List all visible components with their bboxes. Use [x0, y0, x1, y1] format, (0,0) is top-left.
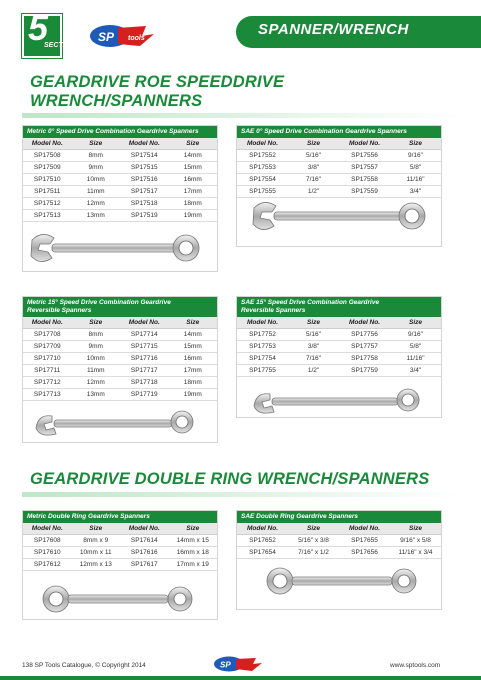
cell: 9mm	[72, 162, 121, 174]
table-row	[23, 174, 217, 186]
cell: 8mm	[72, 329, 121, 341]
cell: SP17515	[120, 162, 169, 174]
table-row	[23, 198, 217, 210]
spec-table-sae-0	[237, 138, 441, 198]
footer-website: www.sptools.com	[390, 662, 441, 669]
section-title-roe-line2: WRENCH/SPANNERS	[30, 92, 203, 110]
footer-sp-tools-logo	[212, 655, 268, 673]
col-model: Model No.	[120, 138, 169, 150]
cell: 9mm	[72, 341, 121, 353]
cell: 9/16" x 5/8	[390, 535, 441, 547]
cell: SP17756	[339, 329, 390, 341]
cell: SP17757	[339, 341, 390, 353]
cell: SP17513	[23, 210, 72, 222]
col-size: Size	[288, 138, 339, 150]
col-model: Model No.	[237, 523, 288, 535]
wrench-image-sae-double-ring	[262, 566, 422, 596]
cell: SP17559	[339, 186, 390, 198]
col-model: Model No.	[23, 317, 72, 329]
col-size: Size	[288, 523, 339, 535]
cell: SP17511	[23, 186, 72, 198]
cell: 3/8"	[288, 341, 339, 353]
cell: SP17654	[237, 547, 288, 559]
table-row	[237, 547, 441, 559]
table-row	[23, 329, 217, 341]
col-model: Model No.	[120, 523, 169, 535]
cell: SP17556	[339, 150, 390, 162]
cell: 8mm x 9	[72, 535, 121, 547]
cell: SP17759	[339, 365, 390, 377]
spec-table-metric-double-ring	[23, 523, 217, 571]
cell: SP17708	[23, 329, 72, 341]
cell: 3/8"	[288, 162, 339, 174]
table-row	[237, 174, 441, 186]
table-row	[237, 365, 441, 377]
table-row	[23, 150, 217, 162]
cell: SP17512	[23, 198, 72, 210]
cell: SP17555	[237, 186, 288, 198]
cell: SP17518	[120, 198, 169, 210]
cell: 12mm x 13	[72, 559, 121, 571]
col-size: Size	[390, 523, 441, 535]
col-model: Model No.	[339, 138, 390, 150]
cell: SP17758	[339, 353, 390, 365]
cell: 19mm	[169, 389, 218, 401]
cell: 5/16"	[288, 329, 339, 341]
table-row	[237, 353, 441, 365]
col-size: Size	[72, 317, 121, 329]
spec-table-metric-0	[23, 138, 217, 222]
spec-table-sae-15	[237, 317, 441, 377]
cell: SP17610	[23, 547, 72, 559]
section-divider	[22, 113, 462, 118]
cell: 11/16"	[390, 174, 441, 186]
cell: SP17754	[237, 353, 288, 365]
wrench-image-sae-15	[250, 386, 430, 414]
col-size: Size	[169, 138, 218, 150]
col-size: Size	[390, 317, 441, 329]
cell: 5/8"	[390, 341, 441, 353]
cell: 9/16"	[390, 329, 441, 341]
panel-title-line1: SAE 15° Speed Drive Combination Geardrive	[241, 299, 380, 306]
col-size: Size	[72, 138, 121, 150]
cell: 14mm	[169, 150, 218, 162]
cell: SP17510	[23, 174, 72, 186]
table-row	[23, 535, 217, 547]
cell: SP17717	[120, 365, 169, 377]
cell: SP17715	[120, 341, 169, 353]
table-row	[23, 162, 217, 174]
cell: 16mm	[169, 174, 218, 186]
cell: 5/16" x 3/8	[288, 535, 339, 547]
cell: 17mm	[169, 186, 218, 198]
section-number: 5	[28, 7, 49, 48]
cell: 18mm	[169, 198, 218, 210]
svg-text:SP: SP	[220, 660, 231, 670]
panel-title: SAE Double Ring Geardrive Spanners	[237, 511, 441, 523]
spec-table-sae-double-ring	[237, 523, 441, 559]
cell: 10mm	[72, 353, 121, 365]
section-label: SECTION	[44, 42, 76, 49]
cell: 3/4"	[390, 365, 441, 377]
cell: 14mm	[169, 329, 218, 341]
cell: SP17709	[23, 341, 72, 353]
cell: 17mm	[169, 365, 218, 377]
cell: SP17519	[120, 210, 169, 222]
page-category-title: SPANNER/WRENCH	[258, 21, 409, 38]
cell: 11mm	[72, 186, 121, 198]
cell: 12mm	[72, 198, 121, 210]
cell: SP17608	[23, 535, 72, 547]
cell: 11mm	[72, 365, 121, 377]
cell: SP17516	[120, 174, 169, 186]
col-model: Model No.	[23, 523, 72, 535]
cell: 12mm	[72, 377, 121, 389]
panel-title: Metric Double Ring Geardrive Spanners	[23, 511, 217, 523]
cell: 13mm	[72, 389, 121, 401]
cell: 10mm	[72, 174, 121, 186]
cell: SP17710	[23, 353, 72, 365]
cell: SP17614	[120, 535, 169, 547]
cell: 3/4"	[390, 186, 441, 198]
cell: 16mm x 18	[169, 547, 218, 559]
cell: SP17552	[237, 150, 288, 162]
cell: SP17508	[23, 150, 72, 162]
cell: 7/16" x 1/2	[288, 547, 339, 559]
panel-title	[237, 297, 441, 317]
cell: 7/16"	[288, 174, 339, 186]
wrench-image-metric-double-ring	[38, 584, 198, 614]
col-size: Size	[288, 317, 339, 329]
cell: 17mm x 19	[169, 559, 218, 571]
cell: SP17514	[120, 150, 169, 162]
table-row	[23, 547, 217, 559]
cell: SP17652	[237, 535, 288, 547]
footer-bar	[0, 676, 481, 680]
section-title-double-ring: GEARDRIVE DOUBLE RING WRENCH/SPANNERS	[30, 470, 430, 488]
cell: 13mm	[72, 210, 121, 222]
cell: SP17617	[120, 559, 169, 571]
col-size: Size	[169, 523, 218, 535]
col-size: Size	[169, 317, 218, 329]
cell: SP17755	[237, 365, 288, 377]
col-size: Size	[390, 138, 441, 150]
cell: 1/2"	[288, 186, 339, 198]
table-row	[23, 341, 217, 353]
cell: SP17713	[23, 389, 72, 401]
cell: 9/16"	[390, 150, 441, 162]
cell: 11/16"	[390, 353, 441, 365]
cell: 11/16" x 3/4	[390, 547, 441, 559]
table-row	[23, 353, 217, 365]
col-model: Model No.	[120, 317, 169, 329]
cell: SP17616	[120, 547, 169, 559]
cell: SP17557	[339, 162, 390, 174]
cell: SP17558	[339, 174, 390, 186]
cell: 15mm	[169, 341, 218, 353]
cell: SP17517	[120, 186, 169, 198]
table-row	[237, 186, 441, 198]
col-model: Model No.	[339, 523, 390, 535]
cell: 10mm x 11	[72, 547, 121, 559]
section-title-roe-line1: GEARDRIVE ROE SPEEDDRIVE	[30, 73, 285, 91]
cell: SP17716	[120, 353, 169, 365]
col-model: Model No.	[237, 317, 288, 329]
cell: SP17753	[237, 341, 288, 353]
table-row	[237, 329, 441, 341]
table-row	[237, 535, 441, 547]
table-row	[23, 389, 217, 401]
cell: SP17655	[339, 535, 390, 547]
cell: 7/16"	[288, 353, 339, 365]
cell: SP17612	[23, 559, 72, 571]
cell: SP17656	[339, 547, 390, 559]
col-model: Model No.	[23, 138, 72, 150]
svg-text:SP: SP	[98, 30, 115, 44]
col-size: Size	[72, 523, 121, 535]
cell: SP17718	[120, 377, 169, 389]
table-row	[23, 377, 217, 389]
cell: 16mm	[169, 353, 218, 365]
cell: SP17719	[120, 389, 169, 401]
table-row	[23, 210, 217, 222]
cell: 18mm	[169, 377, 218, 389]
col-model: Model No.	[237, 138, 288, 150]
table-row	[23, 559, 217, 571]
col-model: Model No.	[339, 317, 390, 329]
cell: SP17752	[237, 329, 288, 341]
wrench-image-metric-15	[32, 408, 202, 436]
cell: 19mm	[169, 210, 218, 222]
cell: SP17712	[23, 377, 72, 389]
panel-title: Metric 0° Speed Drive Combination Geardrive Spanners	[23, 126, 217, 138]
sp-tools-logo	[88, 22, 162, 50]
footer-copyright: 138 SP Tools Catalogue, © Copyright 2014	[22, 662, 146, 669]
table-row	[237, 150, 441, 162]
cell: 1/2"	[288, 365, 339, 377]
panel-title-line2: Reversible Spanners	[27, 307, 92, 314]
panel-title-line1: Metric 15° Speed Drive Combination Geardrive	[27, 299, 171, 306]
cell: 5/8"	[390, 162, 441, 174]
wrench-image-metric-0	[28, 232, 208, 264]
table-row	[237, 162, 441, 174]
section-divider	[22, 492, 462, 497]
table-row	[23, 365, 217, 377]
panel-title	[23, 297, 217, 317]
table-row	[23, 186, 217, 198]
spec-table-metric-15	[23, 317, 217, 401]
table-row	[237, 341, 441, 353]
cell: 15mm	[169, 162, 218, 174]
cell: SP17714	[120, 329, 169, 341]
cell: 8mm	[72, 150, 121, 162]
cell: SP17509	[23, 162, 72, 174]
cell: SP17711	[23, 365, 72, 377]
panel-title: SAE 0° Speed Drive Combination Geardrive Spanners	[237, 126, 441, 138]
panel-title-line2: Reversible Spanners	[241, 307, 306, 314]
svg-text:tools: tools	[128, 35, 145, 42]
cell: 5/16"	[288, 150, 339, 162]
cell: SP17554	[237, 174, 288, 186]
cell: SP17553	[237, 162, 288, 174]
cell: 14mm x 15	[169, 535, 218, 547]
wrench-image-sae-0	[250, 200, 435, 232]
